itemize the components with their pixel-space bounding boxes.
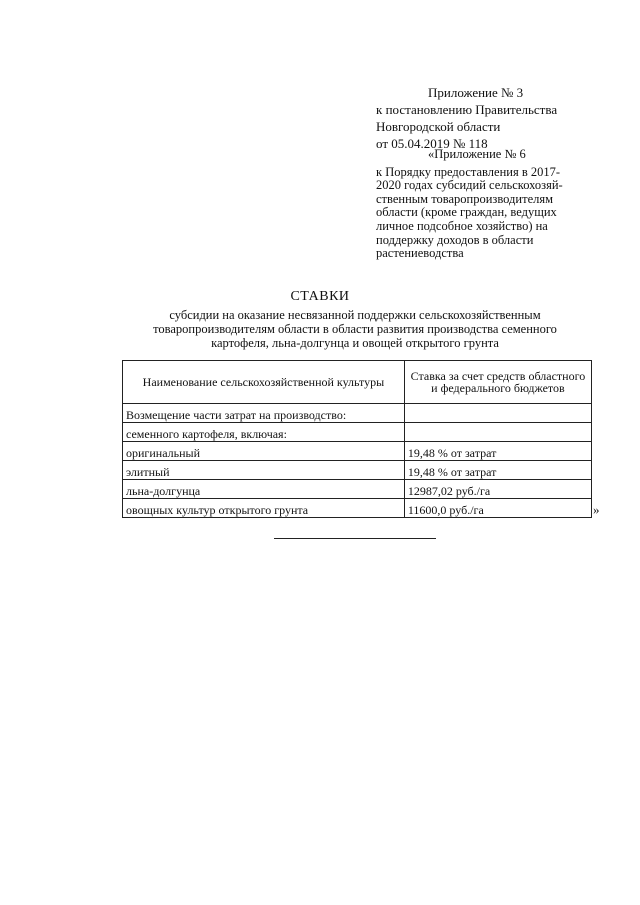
rate-cell: 11600,0 руб./га xyxy=(404,499,591,518)
crop-name-cell: Возмещение части затрат на производство: xyxy=(123,404,405,423)
table-row xyxy=(123,404,592,423)
rate-cell: 19,48 % от затрат xyxy=(404,461,591,480)
nested-annex-line: ственным товаропроизводителям xyxy=(376,191,554,206)
subtitle-line: товаропроизводителям области в области развития производства семенного xyxy=(153,322,557,336)
annex-number: Приложение № 3 xyxy=(428,85,524,100)
crop-name-cell: семенного картофеля, включая: xyxy=(123,423,405,442)
annex-resolution-line: к постановлению Правительства xyxy=(376,102,558,117)
table-row xyxy=(123,461,592,480)
nested-annex-number: «Приложение № 6 xyxy=(428,147,526,161)
table-row xyxy=(123,480,592,499)
table-row xyxy=(123,423,592,442)
crop-name-cell: льна-долгунца xyxy=(123,480,405,499)
annex-header xyxy=(376,84,616,152)
subtitle-line: субсидии на оказание несвязанной поддержки сельскохозяйственным xyxy=(169,308,541,322)
rate-cell: 19,48 % от затрат xyxy=(404,442,591,461)
crop-name-cell: овощных культур открытого грунта xyxy=(123,499,405,518)
table-row xyxy=(123,442,592,461)
nested-annex-line: области (кроме граждан, ведущих xyxy=(376,205,557,220)
crop-name-cell: оригинальный xyxy=(123,442,405,461)
nested-annex-line: поддержку доходов в области xyxy=(376,232,534,247)
annex-government-line: Новгородской области xyxy=(376,119,501,134)
nested-annex-line: к Порядку предоставления в 2017- xyxy=(376,164,561,179)
closing-quote: » xyxy=(593,502,600,517)
crop-name-cell: элитный xyxy=(123,461,405,480)
document-title: СТАВКИ xyxy=(290,289,350,304)
nested-annex-header xyxy=(376,148,606,261)
rate-cell: 12987,02 руб./га xyxy=(404,480,591,499)
nested-annex-line: растениеводства xyxy=(376,246,464,261)
rate-cell xyxy=(404,404,591,423)
header-crop-name: Наименование сельскохозяйственной культуры xyxy=(123,361,405,404)
document-subtitle xyxy=(120,308,590,350)
subtitle-line: картофеля, льна-долгунца и овощей открытого грунта xyxy=(211,336,499,350)
rates-table xyxy=(122,360,592,518)
header-rate: Ставка за счет средств областного и федерального бюджетов xyxy=(404,361,591,404)
nested-annex-line: личное подсобное хозяйство) на xyxy=(376,218,548,233)
rate-cell xyxy=(404,423,591,442)
annex-date-line: от 05.04.2019 № 118 xyxy=(376,136,488,151)
table-header-row xyxy=(123,361,592,404)
end-divider xyxy=(274,538,436,539)
table-row xyxy=(123,499,592,518)
nested-annex-line: 2020 годах субсидий сельскохозяй- xyxy=(376,178,563,193)
